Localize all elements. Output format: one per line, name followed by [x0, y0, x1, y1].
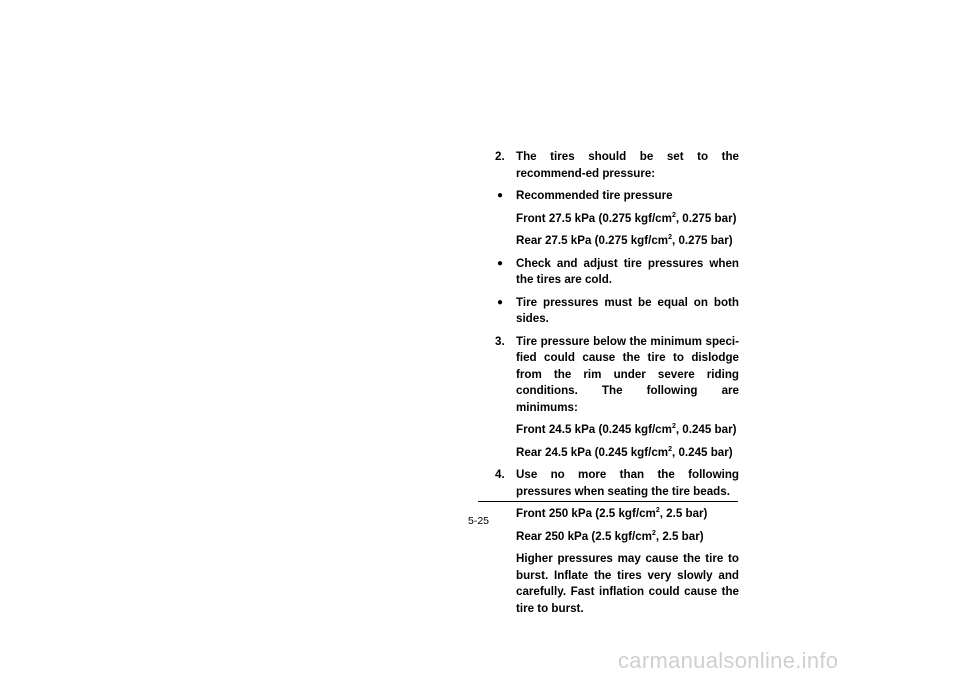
section-divider: [478, 501, 738, 502]
spec-front-recommended: Front 27.5 kPa (0.275 kgf/$cm^2$, 0.275 bar): [516, 211, 737, 225]
step-number: 4.: [495, 468, 505, 481]
warning-text: Higher pressures may cause the tire to burst. Inflate the tires very slowly and carefully. Fast inflation could cause the tire to burst.: [516, 552, 739, 615]
step-3: [495, 334, 739, 417]
step-number: 2.: [495, 150, 505, 163]
spec-front-seating: Front 250 kPa (2.5 kgf/$cm^2$, 2.5 bar): [516, 507, 708, 520]
step-text: Tire pressure below the minimum speci-fied could cause the tire to dislodge from the rim under severe riding conditions. The following are minimums:: [516, 334, 739, 414]
bullet-text: Check and adjust tire pressures when the tires are cold.: [516, 256, 739, 286]
bullet-icon: ●: [497, 296, 504, 308]
bullet-item: [495, 295, 739, 328]
page-number: 5-25: [468, 515, 490, 527]
spec-front-minimum: Front 24.5 kPa (0.245 kgf/$cm^2$, 0.245 bar): [516, 423, 737, 436]
spec-rear-minimum: Rear 24.5 kPa (0.245 kgf/$cm^2$, 0.245 bar): [516, 445, 733, 459]
spec-rear-seating: Rear 250 kPa (2.5 kgf/$cm^2$, 2.5 bar): [516, 529, 704, 543]
bullet-item: [495, 188, 739, 205]
manual-text-column: [495, 149, 739, 623]
step-2: [495, 149, 739, 182]
spec-rear-recommended: Rear 27.5 kPa (0.275 kgf/$cm^2$, 0.275 bar): [516, 234, 733, 247]
bullet-text: Recommended tire pressure: [516, 189, 673, 202]
bullet-text: Tire pressures must be equal on both sides.: [516, 295, 739, 325]
step-text: The tires should be set to the recommend-ed pressure:: [516, 150, 739, 180]
step-4: [495, 467, 739, 500]
watermark: carmanualsonline.info: [618, 648, 839, 673]
bullet-item: [495, 256, 739, 289]
step-text: Use no more than the following pressures when seating the tire beads.: [516, 468, 739, 498]
bullet-icon: ●: [497, 257, 504, 269]
bullet-icon: ●: [497, 190, 504, 201]
step-number: 3.: [495, 334, 505, 348]
